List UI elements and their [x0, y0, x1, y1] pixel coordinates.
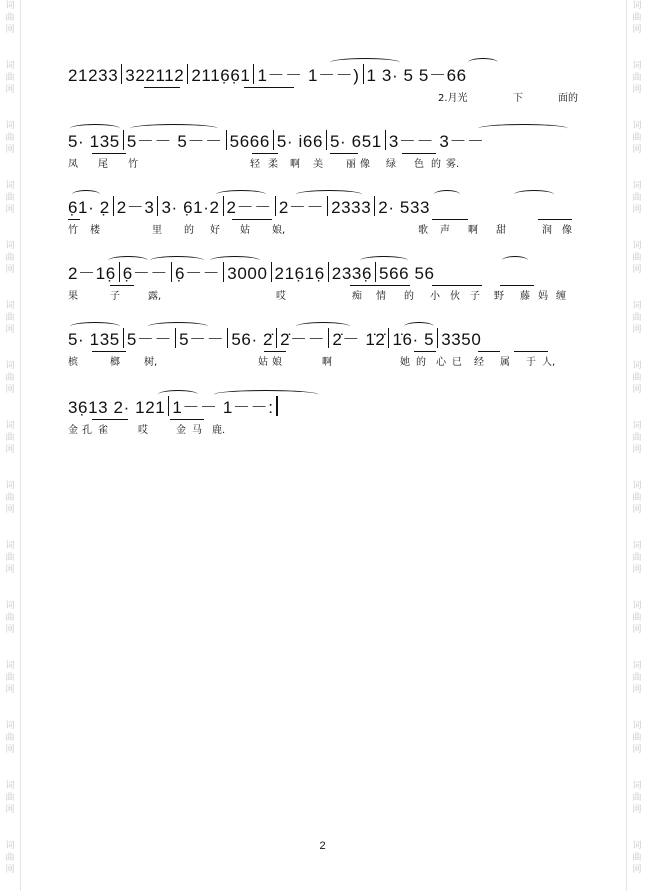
watermark-glyph: 网 [632, 205, 642, 215]
measure: 6̣－－ [175, 264, 221, 283]
watermark-mark [0, 420, 20, 456]
measure: 1̇6· 5 [392, 330, 435, 349]
watermark-glyph: 曲 [632, 673, 642, 683]
lyric: 果 [68, 291, 78, 302]
lyric: 姑 [240, 225, 250, 236]
watermark-mark [0, 540, 20, 576]
score-line-6 [68, 396, 588, 456]
measure: 3000 [227, 264, 268, 283]
watermark-glyph: 网 [632, 865, 642, 875]
slur-mark [514, 190, 554, 199]
lyric: 人, [542, 357, 556, 368]
lyrics-row [68, 290, 588, 304]
watermark-mark [627, 600, 645, 636]
lyric: 色 [414, 159, 424, 170]
lyric: 金 [176, 425, 186, 436]
measure: 2333 [331, 198, 372, 217]
slur-mark [468, 58, 498, 67]
watermark-glyph: 曲 [632, 373, 642, 383]
watermark-glyph: 曲 [5, 193, 15, 203]
slur-mark [210, 256, 260, 265]
lyrics-row [68, 356, 588, 370]
lyric: 像 [360, 159, 370, 170]
watermark-glyph: 曲 [5, 493, 15, 503]
watermark-glyph: 词 [5, 181, 15, 191]
watermark-glyph: 词 [5, 361, 15, 371]
lyric: 的 [431, 159, 441, 170]
watermark-glyph: 词 [632, 61, 642, 71]
watermark-glyph: 词 [5, 721, 15, 731]
watermark-glyph: 网 [632, 505, 642, 515]
watermark-glyph: 曲 [5, 853, 15, 863]
watermark-glyph: 词 [5, 121, 15, 131]
lyric: 像 [562, 225, 572, 236]
watermark-mark [627, 120, 645, 156]
left-margin-rule [20, 0, 21, 891]
lyric: 鹿. [212, 425, 226, 436]
watermark-glyph: 网 [5, 565, 15, 575]
beam-underline [432, 285, 482, 286]
watermark-mark [0, 660, 20, 696]
watermark-mark [0, 0, 20, 36]
slur-mark [478, 124, 568, 133]
lyrics-row [68, 424, 588, 438]
watermark-glyph: 网 [632, 625, 642, 635]
watermark-glyph: 词 [632, 721, 642, 731]
beam-underline [144, 87, 180, 88]
measure: 6̣－－ [122, 264, 169, 283]
measure: 5· 135 [68, 132, 120, 151]
measure: 1－－ 1－－: [172, 398, 274, 417]
beam-underline [264, 351, 286, 352]
lyric: 声 [440, 225, 450, 236]
watermark-glyph: 曲 [5, 433, 15, 443]
score-line-4 [68, 262, 588, 322]
watermark-glyph: 曲 [5, 133, 15, 143]
lyric: 竹 [128, 159, 138, 170]
watermark-glyph: 词 [632, 481, 642, 491]
lyric: 甜 [496, 225, 506, 236]
watermark-glyph: 曲 [632, 493, 642, 503]
watermark-glyph: 网 [5, 865, 15, 875]
beam-underline [538, 219, 572, 220]
lyric: 轻 [250, 159, 260, 170]
watermark-glyph: 曲 [5, 733, 15, 743]
watermark-glyph: 词 [5, 841, 15, 851]
lyric: 子 [110, 291, 120, 302]
watermark-glyph: 网 [632, 85, 642, 95]
beam-underline [350, 285, 410, 286]
watermark-mark [0, 60, 20, 96]
measure: 1－－ 1－－) [257, 66, 360, 85]
watermark-glyph: 词 [632, 841, 642, 851]
watermark-glyph: 词 [632, 301, 642, 311]
beam-underline [432, 219, 468, 220]
slur-mark [330, 58, 400, 67]
measure: 56· 2̇ [231, 330, 274, 349]
watermark-glyph: 曲 [5, 73, 15, 83]
watermark-glyph: 词 [5, 661, 15, 671]
lyric: 已 [452, 357, 462, 368]
beam-underline [110, 285, 134, 286]
slur-mark [70, 124, 120, 133]
watermark-glyph: 曲 [5, 313, 15, 323]
lyric: 野 [494, 291, 504, 302]
watermark-mark [627, 360, 645, 396]
measure: 322112 [125, 66, 185, 85]
beam-underline [92, 153, 126, 154]
measure: 6̣1· 2̣ [68, 198, 110, 217]
slur-mark [214, 390, 318, 399]
watermark-glyph: 词 [632, 241, 642, 251]
lyrics-row [68, 92, 588, 106]
slur-mark [148, 322, 208, 331]
watermark-glyph: 网 [632, 565, 642, 575]
beam-underline [402, 153, 436, 154]
lyric: 妈 [538, 291, 548, 302]
watermark-glyph: 词 [5, 241, 15, 251]
watermark-glyph: 网 [5, 85, 15, 95]
slur-mark [108, 256, 148, 265]
slur-mark [360, 256, 408, 265]
measure: 5－－ [179, 330, 225, 349]
lyric: 哎 [276, 291, 286, 302]
measure: 5666 [229, 132, 270, 151]
measure: 2－3 [116, 198, 155, 217]
watermark-glyph: 网 [632, 25, 642, 35]
measure: 2－－ [226, 198, 272, 217]
watermark-mark [627, 180, 645, 216]
watermark-glyph: 网 [632, 685, 642, 695]
lyric: 绿 [386, 159, 396, 170]
lyric: 哎 [138, 425, 148, 436]
watermark-glyph: 网 [632, 265, 642, 275]
watermark-glyph: 网 [632, 805, 642, 815]
watermark-glyph: 网 [632, 325, 642, 335]
lyric: 情 [376, 291, 386, 302]
lyric: 凤 [68, 159, 78, 170]
watermark-glyph: 网 [5, 745, 15, 755]
lyric: 里 [152, 225, 162, 236]
score-line-5 [68, 328, 588, 388]
lyric: 她 [400, 357, 410, 368]
watermark-mark [627, 480, 645, 516]
watermark-glyph: 词 [5, 481, 15, 491]
measure: 2· 533 [378, 198, 431, 217]
watermark-glyph: 网 [5, 265, 15, 275]
watermark-mark [0, 720, 20, 756]
watermark-glyph: 曲 [5, 373, 15, 383]
watermark-mark [0, 120, 20, 156]
lyric: 雾. [446, 159, 460, 170]
slur-mark [158, 390, 198, 399]
lyric: 露, [148, 291, 162, 302]
slur-mark [296, 190, 362, 199]
measure: 3350 [441, 330, 482, 349]
lyric: 雀 [98, 425, 108, 436]
lyric: 缠 [556, 291, 566, 302]
lyric: 的 [416, 357, 426, 368]
beam-underline [68, 219, 80, 220]
watermark-glyph: 曲 [632, 733, 642, 743]
lyric: 树, [144, 357, 158, 368]
lyric: 痴 [352, 291, 362, 302]
lyric: 竹 [68, 225, 78, 236]
lyric: 娘 [272, 357, 282, 368]
watermark-glyph: 曲 [632, 193, 642, 203]
notation-row [68, 130, 588, 154]
measure: 21233 [68, 66, 119, 85]
lyric: 于 [526, 357, 536, 368]
watermark-glyph: 词 [5, 421, 15, 431]
lyric: 丽 [346, 159, 356, 170]
score-line-1 [68, 64, 588, 124]
watermark-glyph: 曲 [632, 13, 642, 23]
lyric: 歌 [418, 225, 428, 236]
measure: 2－16̣ [68, 264, 116, 283]
measure: 3－－ 3－－ [388, 132, 485, 151]
slur-mark [502, 256, 528, 265]
watermark-glyph: 曲 [632, 73, 642, 83]
notation-row [68, 196, 588, 220]
notation-row [68, 64, 588, 88]
watermark-glyph: 词 [5, 601, 15, 611]
watermark-glyph: 网 [632, 445, 642, 455]
lyric: 属 [500, 357, 510, 368]
measure: 36̣13 [68, 398, 109, 417]
lyric: 的 [404, 291, 414, 302]
watermark-glyph: 曲 [5, 553, 15, 563]
lyric: 2.月光 [438, 93, 468, 104]
watermark-mark [0, 600, 20, 636]
watermark-glyph: 网 [5, 625, 15, 635]
measure: 2－－ [278, 198, 325, 217]
lyrics-row [68, 158, 588, 172]
measure: 5· 651 [330, 132, 382, 151]
watermark-glyph: 网 [5, 325, 15, 335]
beam-underline [92, 351, 126, 352]
watermark-glyph: 曲 [632, 133, 642, 143]
watermark-glyph: 曲 [5, 793, 15, 803]
watermark-glyph: 曲 [5, 613, 15, 623]
lyric: 好 [210, 225, 220, 236]
slur-mark [434, 190, 460, 199]
watermark-glyph: 网 [5, 685, 15, 695]
watermark-glyph: 词 [632, 421, 642, 431]
score-line-2 [68, 130, 588, 190]
beam-underline [92, 419, 128, 420]
watermark-glyph: 词 [5, 781, 15, 791]
slur-mark [216, 190, 266, 199]
watermark-glyph: 曲 [632, 253, 642, 263]
watermark-glyph: 词 [632, 181, 642, 191]
watermark-glyph: 词 [632, 601, 642, 611]
page-number: 2 [319, 840, 326, 852]
measure: 2̇－ 1̇2̇ [332, 330, 386, 349]
measure: 3· 6̣1·2 [161, 198, 220, 217]
notation-row [68, 262, 588, 286]
lyric: 姑 [258, 357, 268, 368]
lyric: 楼 [90, 225, 100, 236]
watermark-glyph: 曲 [5, 253, 15, 263]
watermark-mark [627, 0, 645, 36]
watermark-mark [0, 780, 20, 816]
measure: 5－－ [126, 330, 173, 349]
watermark-glyph: 网 [632, 745, 642, 755]
watermark-glyph: 词 [632, 121, 642, 131]
lyric: 槟 [68, 357, 78, 368]
watermark-glyph: 词 [632, 361, 642, 371]
watermark-glyph: 网 [5, 505, 15, 515]
watermark-glyph: 词 [5, 1, 15, 11]
lyric: 啊 [290, 159, 300, 170]
watermark-mark [627, 540, 645, 576]
measure: 5－－ 5－－ [126, 132, 223, 151]
notation-row [68, 396, 588, 420]
measure: 216̣16̣ [274, 264, 325, 283]
score-line-3 [68, 196, 588, 256]
lyric: 子 [470, 291, 480, 302]
watermark-mark [0, 480, 20, 516]
beam-underline [500, 285, 534, 286]
beam-underline [514, 351, 548, 352]
watermark-glyph: 曲 [632, 853, 642, 863]
watermark-mark [627, 60, 645, 96]
measure: 2116̣6̣1 [191, 66, 251, 85]
lyric: 心 [436, 357, 446, 368]
lyric: 小 [430, 291, 440, 302]
watermark-mark [627, 240, 645, 276]
measure: 2336̣ [331, 264, 373, 283]
measure: 2̇－－ [280, 330, 326, 349]
beam-underline [252, 153, 278, 154]
watermark-glyph: 曲 [632, 433, 642, 443]
watermark-mark [0, 360, 20, 396]
watermark-glyph: 曲 [632, 613, 642, 623]
slur-mark [72, 190, 100, 199]
lyric: 的 [184, 225, 194, 236]
watermark-glyph: 网 [5, 145, 15, 155]
watermark-glyph: 词 [632, 781, 642, 791]
lyric: 榔 [110, 357, 120, 368]
watermark-mark [0, 300, 20, 336]
watermark-mark [627, 720, 645, 756]
measure: 5· 135 [68, 330, 120, 349]
lyric: 经 [474, 357, 484, 368]
watermark-glyph: 网 [5, 25, 15, 35]
watermark-glyph: 曲 [632, 553, 642, 563]
slur-mark [404, 322, 434, 331]
beam-underline [330, 153, 358, 154]
watermark-glyph: 词 [632, 541, 642, 551]
beam-underline [170, 419, 204, 420]
watermark-glyph: 网 [5, 445, 15, 455]
watermark-glyph: 网 [632, 145, 642, 155]
watermark-glyph: 词 [5, 61, 15, 71]
watermark-mark [627, 660, 645, 696]
lyric: 柔 [268, 159, 278, 170]
lyric: 金 [68, 425, 78, 436]
watermark-glyph: 词 [5, 301, 15, 311]
slur-mark [150, 256, 204, 265]
measure: 1 3· 5 5－66 [366, 66, 467, 85]
watermark-glyph: 词 [632, 1, 642, 11]
lyrics-row [68, 224, 588, 238]
watermark-glyph: 网 [632, 385, 642, 395]
lyric: 尾 [98, 159, 108, 170]
watermark-glyph: 曲 [632, 793, 642, 803]
watermark-mark [627, 420, 645, 456]
notation-row [68, 328, 588, 352]
lyric: 下 [513, 93, 523, 104]
lyric: 藤 [520, 291, 530, 302]
lyric: 马 [192, 425, 202, 436]
beam-underline [244, 87, 294, 88]
lyric: 啊 [468, 225, 478, 236]
measure: 2· 121 [113, 398, 166, 417]
watermark-mark [0, 180, 20, 216]
measure: 566 56 [379, 264, 435, 283]
lyric: 面的 [558, 93, 578, 104]
watermark-mark [0, 240, 20, 276]
lyric: 娘, [272, 225, 286, 236]
lyric: 润 [542, 225, 552, 236]
watermark-glyph: 网 [5, 385, 15, 395]
slur-mark [130, 124, 218, 133]
watermark-glyph: 词 [632, 661, 642, 671]
beam-underline [478, 351, 500, 352]
watermark-glyph: 曲 [5, 13, 15, 23]
slur-mark [70, 322, 120, 331]
lyric: 伙 [450, 291, 460, 302]
beam-underline [414, 351, 436, 352]
watermark-mark [627, 780, 645, 816]
watermark-glyph: 网 [5, 805, 15, 815]
lyric: 美 [313, 159, 323, 170]
watermark-glyph: 曲 [632, 313, 642, 323]
watermark-mark [627, 300, 645, 336]
slur-mark [296, 322, 350, 331]
measure: 5· i66 [276, 132, 323, 151]
lyric: 孔 [82, 425, 92, 436]
lyric: 啊 [322, 357, 332, 368]
beam-underline [232, 219, 272, 220]
watermark-glyph: 曲 [5, 673, 15, 683]
watermark-glyph: 网 [5, 205, 15, 215]
watermark-glyph: 词 [5, 541, 15, 551]
